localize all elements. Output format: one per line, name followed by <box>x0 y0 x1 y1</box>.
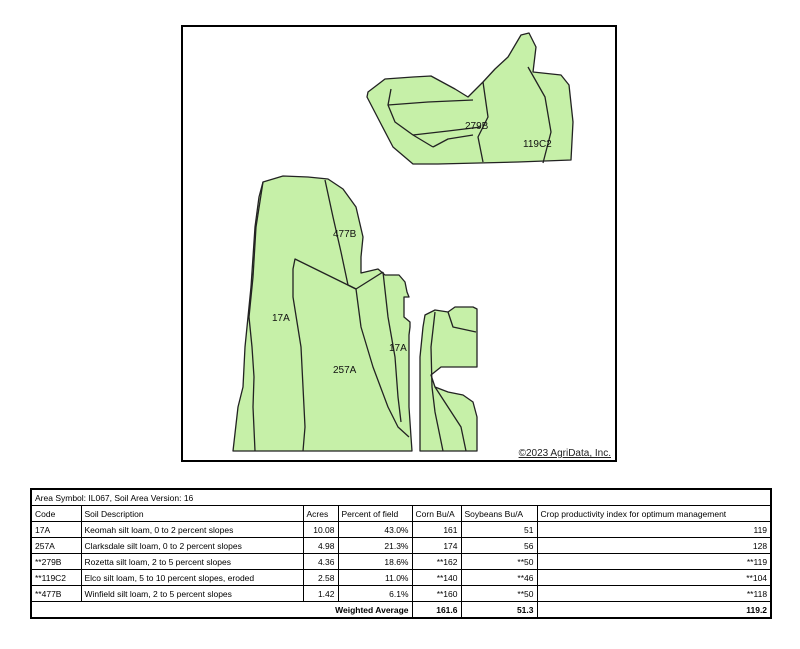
area-symbol-cell: Area Symbol: IL067, Soil Area Version: 16 <box>31 489 771 506</box>
map-label-279B: 279B <box>465 121 489 132</box>
header-corn: Corn Bu/A <box>412 506 461 522</box>
weighted-average-soybeans: 51.3 <box>461 602 537 619</box>
cell-percent: 43.0% <box>338 522 412 538</box>
cell-percent: 6.1% <box>338 586 412 602</box>
cell-corn: 161 <box>412 522 461 538</box>
table-area-symbol-row <box>31 489 771 506</box>
map-label-119C2: 119C2 <box>523 139 552 150</box>
cell-soybeans: **46 <box>461 570 537 586</box>
cell-soybeans: **50 <box>461 586 537 602</box>
weighted-average-corn: 161.6 <box>412 602 461 619</box>
table-row <box>31 554 771 570</box>
soil-summary-table <box>30 488 772 619</box>
cell-percent: 18.6% <box>338 554 412 570</box>
map-label-477B: 477B <box>333 229 357 240</box>
field-main-polygon <box>233 176 412 451</box>
cell-corn: **140 <box>412 570 461 586</box>
cell-acres: 2.58 <box>303 570 338 586</box>
cell-soybeans: **50 <box>461 554 537 570</box>
cell-cpi: **119 <box>537 554 771 570</box>
weighted-average-cpi: 119.2 <box>537 602 771 619</box>
table-footer-row <box>31 602 771 619</box>
map-label-17A-west: 17A <box>272 313 290 324</box>
cell-corn: 174 <box>412 538 461 554</box>
cell-cpi: **104 <box>537 570 771 586</box>
cell-soil-description: Winfield silt loam, 2 to 5 percent slopes <box>81 586 303 602</box>
table-row <box>31 538 771 554</box>
cell-cpi: 119 <box>537 522 771 538</box>
table-row <box>31 522 771 538</box>
cell-corn: **162 <box>412 554 461 570</box>
map-label-257A: 257A <box>333 365 357 376</box>
header-code: Code <box>31 506 81 522</box>
cell-soil-description: Rozetta silt loam, 2 to 5 percent slopes <box>81 554 303 570</box>
cell-soybeans: 51 <box>461 522 537 538</box>
field-southeast-polygon <box>420 307 477 451</box>
header-soybeans: Soybeans Bu/A <box>461 506 537 522</box>
soil-map-canvas <box>183 27 615 460</box>
map-label-17A-east: 17A <box>389 343 407 354</box>
cell-corn: **160 <box>412 586 461 602</box>
cell-soybeans: 56 <box>461 538 537 554</box>
cell-acres: 1.42 <box>303 586 338 602</box>
cell-code: 257A <box>31 538 81 554</box>
cell-soil-description: Elco silt loam, 5 to 10 percent slopes, eroded <box>81 570 303 586</box>
table-row <box>31 586 771 602</box>
cell-cpi: 128 <box>537 538 771 554</box>
header-cpi: Crop productivity index for optimum management <box>537 506 771 522</box>
header-percent-of-field: Percent of field <box>338 506 412 522</box>
copyright-notice: ©2023 AgriData, Inc. <box>518 448 611 459</box>
soil-map <box>181 25 617 462</box>
header-soil-description: Soil Description <box>81 506 303 522</box>
cell-code: **279B <box>31 554 81 570</box>
cell-soil-description: Keomah silt loam, 0 to 2 percent slopes <box>81 522 303 538</box>
cell-acres: 4.36 <box>303 554 338 570</box>
cell-percent: 11.0% <box>338 570 412 586</box>
cell-acres: 4.98 <box>303 538 338 554</box>
cell-soil-description: Clarksdale silt loam, 0 to 2 percent slopes <box>81 538 303 554</box>
cell-code: **477B <box>31 586 81 602</box>
table-header-row <box>31 506 771 522</box>
cell-code: 17A <box>31 522 81 538</box>
cell-acres: 10.08 <box>303 522 338 538</box>
cell-cpi: **118 <box>537 586 771 602</box>
cell-percent: 21.3% <box>338 538 412 554</box>
weighted-average-label: Weighted Average <box>31 602 412 619</box>
table-row <box>31 570 771 586</box>
cell-code: **119C2 <box>31 570 81 586</box>
header-acres: Acres <box>303 506 338 522</box>
